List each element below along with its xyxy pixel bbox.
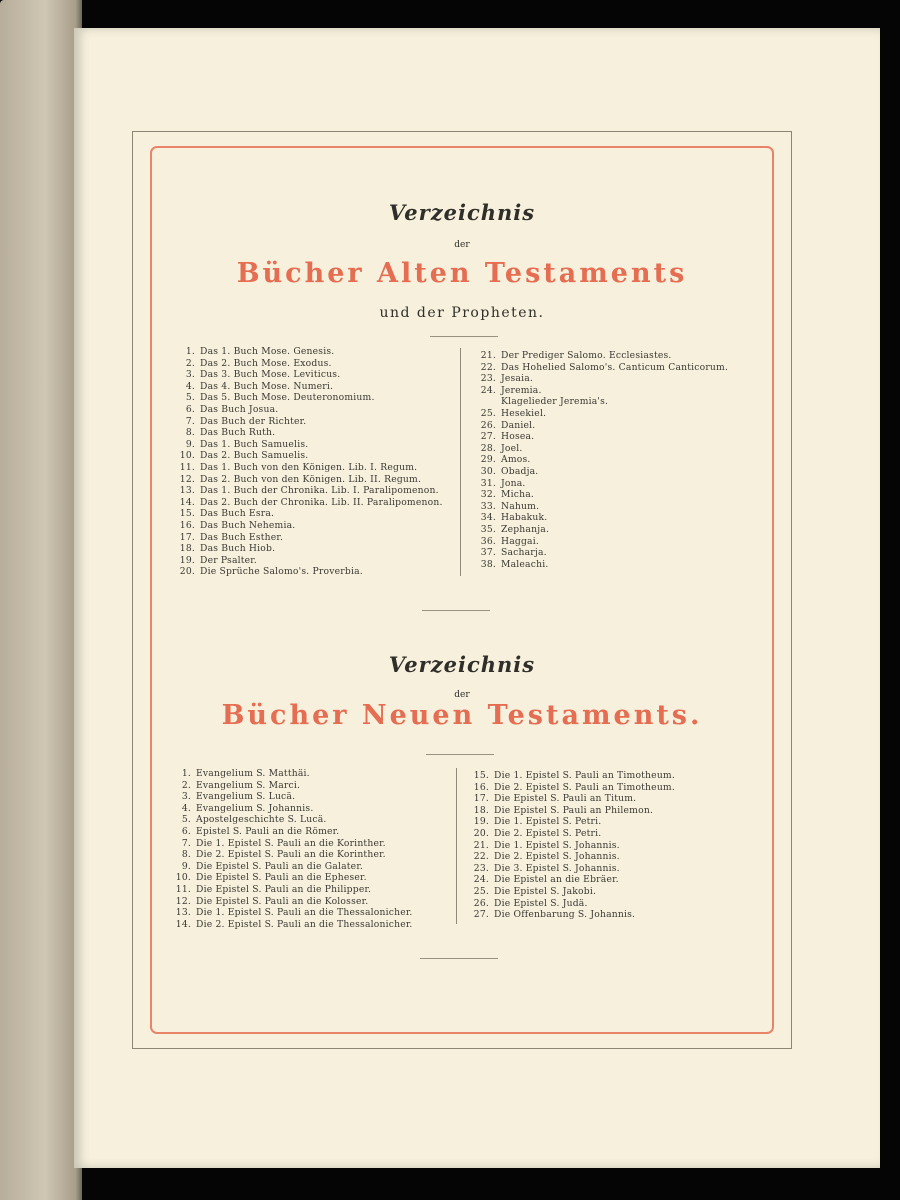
book-entry	[176, 532, 443, 544]
book-entry	[176, 450, 443, 462]
book-entry	[477, 559, 728, 571]
book-title: Die 1. Epistel S. Petri.	[494, 816, 602, 828]
book-title: Der Prediger Salomo. Ecclesiastes.	[501, 350, 672, 361]
book-entry	[172, 803, 413, 815]
book-entry	[176, 485, 443, 497]
book-title: Die Sprüche Salomo's. Proverbia.	[200, 566, 363, 578]
book-number: 14.	[179, 496, 195, 508]
book-title: Die 2. Epistel S. Johannis.	[494, 851, 620, 863]
ot-der: der	[454, 240, 470, 250]
book-title: Das 2. Buch Mose. Exodus.	[200, 357, 332, 369]
book-title: Die Epistel an die Ebräer.	[494, 874, 619, 886]
book-entry	[470, 793, 675, 805]
book-entry	[176, 369, 443, 381]
book-number: 30.	[480, 465, 496, 477]
book-number: 17.	[473, 793, 489, 805]
book-number: 11.	[175, 883, 191, 895]
book-entry	[477, 385, 728, 397]
book-title: Das Hohelied Salomo's. Canticum Canticorum.	[501, 361, 729, 373]
book-title: Das 2. Buch der Chronika. Lib. II. Paralipomenon.	[200, 496, 443, 508]
book-entry	[477, 478, 728, 490]
book-title: Die Epistel S. Judä.	[494, 897, 588, 909]
book-title: Daniel.	[501, 419, 536, 431]
ot-list-right	[477, 350, 728, 570]
book-title: Evangelium S. Lucä.	[196, 791, 296, 803]
book-title: Evangelium S. Johannis.	[196, 802, 314, 814]
book-title: Die 1. Epistel S. Pauli an die Korinther.	[196, 837, 386, 849]
book-entry	[172, 791, 413, 803]
book-title: Das Buch Josua.	[200, 403, 279, 415]
nt-title: Bücher Neuen Testaments.	[221, 700, 703, 731]
book-entry	[470, 840, 675, 852]
book-entry	[176, 555, 443, 567]
book-entry	[172, 884, 413, 896]
book-title: Die Epistel S. Jakobi.	[494, 885, 597, 897]
book-entry	[176, 392, 443, 404]
book-entry	[470, 782, 675, 794]
book-entry	[477, 524, 728, 536]
book-entry	[176, 416, 443, 428]
book-entry	[477, 547, 728, 559]
book-title: Die 1. Epistel S. Johannis.	[494, 839, 620, 851]
book-entry	[477, 431, 728, 443]
book-number: 5.	[185, 392, 195, 404]
book-number: 15.	[473, 770, 489, 781]
book-title: Die Epistel S. Pauli an die Kolosser.	[196, 895, 369, 907]
book-title: Das 1. Buch der Chronika. Lib. I. Paralipomenon.	[200, 485, 439, 497]
book-title: Evangelium S. Matthäi.	[196, 768, 310, 779]
book-title: Sacharja.	[501, 547, 547, 559]
ot-heading: Verzeichnis	[388, 200, 536, 225]
book-entry	[176, 381, 443, 393]
book-number: 6.	[181, 825, 191, 837]
book-number: 12.	[179, 473, 195, 485]
book-number: 3.	[181, 791, 191, 803]
book-entry	[477, 454, 728, 466]
book-number: 33.	[480, 500, 496, 512]
nt-column-rule	[456, 768, 457, 924]
bottom-divider	[420, 958, 498, 959]
book-entry	[477, 536, 728, 548]
book-title: Evangelium S. Marci.	[196, 779, 301, 791]
book-title: Die 1. Epistel S. Pauli an Timotheum.	[494, 770, 675, 781]
book-entry	[172, 814, 413, 826]
book-entry	[172, 872, 413, 884]
book-number: 3.	[185, 369, 195, 381]
book-title: Der Psalter.	[200, 554, 258, 566]
book-entry	[172, 768, 413, 780]
book-entry	[477, 373, 728, 385]
book-entry	[470, 874, 675, 886]
book-entry	[176, 474, 443, 486]
book-entry	[172, 826, 413, 838]
ot-column-rule	[460, 348, 461, 576]
book-number: 11.	[179, 461, 195, 473]
nt-der: der	[454, 690, 470, 700]
book-title: Hesekiel.	[501, 407, 547, 419]
book-number: 4.	[181, 802, 191, 814]
book-number: 25.	[473, 885, 489, 897]
book-title: Maleachi.	[501, 558, 549, 570]
book-number: 25.	[480, 407, 496, 419]
book-title: Das 1. Buch Samuelis.	[200, 438, 309, 450]
facing-page-edge	[0, 0, 82, 1200]
book-number: 9.	[181, 860, 191, 872]
book-number: 22.	[480, 361, 496, 373]
book-number: 7.	[185, 415, 195, 427]
book-number: 27.	[473, 909, 489, 921]
book-title: Die Epistel S. Pauli an Philemon.	[494, 804, 654, 816]
section-divider	[422, 610, 490, 611]
book-title: Das Buch der Richter.	[200, 415, 307, 427]
book-title: Das 3. Buch Mose. Leviticus.	[200, 369, 341, 381]
ot-title: Bücher Alten Testaments	[236, 258, 688, 289]
book-title: Nahum.	[501, 500, 540, 512]
book-title: Die 2. Epistel S. Petri.	[494, 827, 602, 839]
book-entry	[176, 427, 443, 439]
book-title: Joel.	[501, 442, 523, 454]
book-number: 9.	[185, 438, 195, 450]
book-number: 38.	[480, 558, 496, 570]
book-number: 17.	[179, 531, 195, 543]
nt-list-right	[470, 770, 675, 921]
book-number: 18.	[179, 543, 195, 555]
book-number: 20.	[179, 566, 195, 578]
book-number: 8.	[185, 427, 195, 439]
book-number: 7.	[181, 837, 191, 849]
book-entry	[477, 350, 728, 362]
book-number: 2.	[181, 779, 191, 791]
book-number: 32.	[480, 489, 496, 501]
book-title: Die 2. Epistel S. Pauli an Timotheum.	[494, 781, 675, 793]
book-entry	[176, 404, 443, 416]
book-title: Haggai.	[501, 535, 539, 547]
book-number: 35.	[480, 523, 496, 535]
book-number: 1.	[181, 768, 191, 779]
book-entry	[176, 520, 443, 532]
book-number: 24.	[473, 874, 489, 886]
book-entry	[176, 566, 443, 578]
book-title: Die 1. Epistel S. Pauli an die Thessalonicher.	[196, 907, 413, 919]
book-number: 4.	[185, 380, 195, 392]
book-entry	[172, 861, 413, 873]
book-entry	[176, 508, 443, 520]
book-entry	[172, 896, 413, 908]
book-number: 22.	[473, 851, 489, 863]
book-number: 34.	[480, 512, 496, 524]
book-entry	[470, 851, 675, 863]
book-entry	[477, 466, 728, 478]
book-entry	[477, 443, 728, 455]
book-entry	[470, 886, 675, 898]
book-title: Die Epistel S. Pauli an die Epheser.	[196, 872, 367, 884]
book-number: 8.	[181, 849, 191, 861]
book-title: Das Buch Esther.	[200, 531, 284, 543]
book-number: 18.	[473, 804, 489, 816]
book-number: 27.	[480, 431, 496, 443]
book-number: 13.	[175, 907, 191, 919]
book-number: 26.	[480, 419, 496, 431]
book-title: Das Buch Ruth.	[200, 427, 276, 439]
book-number: 28.	[480, 442, 496, 454]
book-entry	[470, 898, 675, 910]
book-title: Obadja.	[501, 465, 539, 477]
book-number: 5.	[181, 814, 191, 826]
book-entry	[477, 408, 728, 420]
book-entry	[176, 346, 443, 358]
book-title: Jesaia.	[501, 373, 534, 385]
book-entry	[172, 838, 413, 850]
book-title: Epistel S. Pauli an die Römer.	[196, 825, 340, 837]
book-title: Die 2. Epistel S. Pauli an die Korinther.	[196, 849, 386, 861]
book-entry	[176, 543, 443, 555]
book-title: Die 3. Epistel S. Johannis.	[494, 862, 620, 874]
book-number: 26.	[473, 897, 489, 909]
book-entry	[176, 439, 443, 451]
ot-subtitle: und der Propheten.	[379, 305, 545, 321]
book-title: Hosea.	[501, 431, 535, 443]
book-number: 24.	[480, 384, 496, 396]
book-number: 16.	[473, 781, 489, 793]
book-number: 16.	[179, 519, 195, 531]
book-entry	[172, 780, 413, 792]
book-entry	[172, 849, 413, 861]
book-entry	[477, 420, 728, 432]
book-entry	[176, 358, 443, 370]
book-entry	[477, 512, 728, 524]
book-title: Das Buch Nehemia.	[200, 519, 296, 531]
book-title: Das 4. Buch Mose. Numeri.	[200, 380, 334, 392]
book-title: Die 2. Epistel S. Pauli an die Thessalonicher.	[196, 918, 413, 930]
book-number: 19.	[473, 816, 489, 828]
book-entry	[176, 462, 443, 474]
book-number: 14.	[175, 918, 191, 930]
book-title: Habakuk.	[501, 512, 548, 524]
book-entry	[172, 907, 413, 919]
book-title: Jona.	[501, 477, 526, 489]
book-title: Micha.	[501, 489, 535, 501]
book-title: Das 1. Buch von den Königen. Lib. I. Regum.	[200, 461, 418, 473]
book-number: 2.	[185, 357, 195, 369]
book-entry	[470, 828, 675, 840]
book-entry	[477, 501, 728, 513]
book-entry	[172, 919, 413, 931]
ot-list-left	[176, 346, 443, 578]
book-number: 36.	[480, 535, 496, 547]
book-title: Das 5. Buch Mose. Deuteronomium.	[200, 392, 375, 404]
ot-divider	[430, 336, 498, 337]
book-entry	[470, 816, 675, 828]
book-title: Die Epistel S. Pauli an die Philipper.	[196, 883, 372, 895]
book-title: Das Buch Esra.	[200, 508, 275, 520]
book-title: Das 2. Buch von den Königen. Lib. II. Regum.	[200, 473, 422, 485]
book-entry	[470, 863, 675, 875]
book-number: 1.	[185, 346, 195, 357]
book-number: 37.	[480, 547, 496, 559]
book-number: 20.	[473, 827, 489, 839]
book-entry	[470, 770, 675, 782]
book-number: 31.	[480, 477, 496, 489]
book-title: Das Buch Hiob.	[200, 543, 276, 555]
book-number: 21.	[480, 350, 496, 361]
book-number: 23.	[480, 373, 496, 385]
book-number: 15.	[179, 508, 195, 520]
book-entry	[477, 362, 728, 374]
book-number: 12.	[175, 895, 191, 907]
book-number: 29.	[480, 454, 496, 466]
book-number: 6.	[185, 403, 195, 415]
book-title: Die Epistel S. Pauli an die Galater.	[196, 860, 364, 872]
book-number: 23.	[473, 862, 489, 874]
book-number: 21.	[473, 839, 489, 851]
book-title: Amos.	[501, 454, 531, 466]
book-entry	[477, 396, 728, 408]
book-entry	[470, 805, 675, 817]
nt-divider	[426, 754, 494, 755]
book-title: Zephanja.	[501, 523, 550, 535]
book-number: 19.	[179, 554, 195, 566]
book-title: Das 2. Buch Samuelis.	[200, 450, 309, 462]
book-number: 13.	[179, 485, 195, 497]
nt-heading: Verzeichnis	[388, 652, 536, 677]
book-title: Klagelieder Jeremia's.	[501, 396, 609, 408]
nt-list-left	[172, 768, 413, 930]
book-entry	[176, 497, 443, 509]
book-title: Apostelgeschichte S. Lucä.	[196, 814, 327, 826]
book-number: 10.	[179, 450, 195, 462]
book-entry	[470, 909, 675, 921]
book-number: 10.	[175, 872, 191, 884]
book-entry	[477, 489, 728, 501]
book-title: Das 1. Buch Mose. Genesis.	[200, 346, 335, 357]
book-title: Die Epistel S. Pauli an Titum.	[494, 793, 637, 805]
book-title: Die Offenbarung S. Johannis.	[494, 909, 636, 921]
book-title: Jeremia.	[501, 384, 542, 396]
